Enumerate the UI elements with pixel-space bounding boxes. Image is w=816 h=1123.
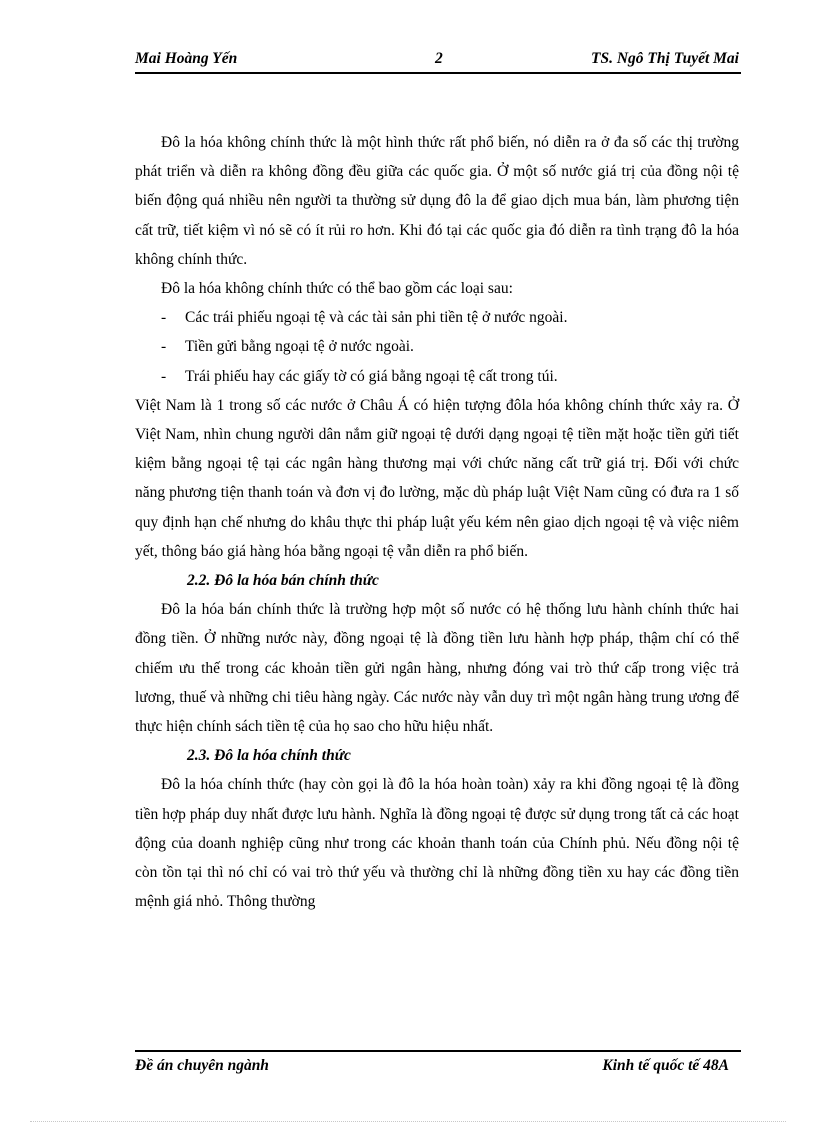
header-page-number: 2: [435, 50, 443, 67]
page-footer: [135, 1050, 741, 1082]
page-header: [135, 48, 741, 74]
bullet-dash: -: [161, 367, 167, 385]
list-item: [135, 303, 739, 332]
heading-official: 2.3. Đô la hóa chính thức: [187, 747, 351, 765]
header-author: Mai Hoàng Yến: [135, 50, 238, 67]
list-item-text: Các trái phiếu ngoại tệ và các tài sản phi tiền tệ ở nước ngoài.: [185, 309, 568, 327]
list-item: [135, 362, 739, 391]
paragraph-informal-dollarization: Đô la hóa không chính thức là một hình thức rất phổ biến, nó diễn ra ở đa số các thị trường phát triển và diễn ra không đồng đều giữa các quốc gia. Ở một số nước giá trị của đồng nội tệ biến động quá nhiều nên người ta thường sử dụng đô la để giao dịch mua bán, làm phương tiện cất trữ, tiết kiệm vì nó sẽ có ít rủi ro hơn. Khi đó tại các quốc gia đó diễn ra tình trạng đô la hóa không chính thức.: [135, 134, 739, 268]
footer-course: Đề án chuyên ngành: [135, 1057, 269, 1074]
asset-types-list: [135, 303, 739, 391]
header-supervisor: TS. Ngô Thị Tuyết Mai: [591, 50, 739, 67]
bullet-dash: -: [161, 309, 167, 327]
paragraph-list-intro: Đô la hóa không chính thức có thể bao gồm các loại sau:: [161, 280, 513, 298]
paragraph-official: Đô la hóa chính thức (hay còn gọi là đô la hóa hoàn toàn) xảy ra khi đồng ngoại tệ là đồng tiền hợp pháp duy nhất được lưu hành. Nghĩa là đồng ngoại tệ được sử dụng trong tất cả các hoạt động của doanh nghiệp cũng như trong các khoản thanh toán của Chính phủ. Nếu đồng nội tệ còn tồn tại thì nó chỉ có vai trò thứ yếu và thường chỉ là những đồng tiền xu hay các đồng tiền mệnh giá nhỏ. Thông thường: [135, 776, 739, 911]
page-edge-divider: [30, 1121, 786, 1122]
list-item-text: Trái phiếu hay các giấy tờ có giá bằng ngoại tệ cất trong túi.: [185, 367, 558, 385]
heading-semi-official: 2.2. Đô la hóa bán chính thức: [187, 572, 379, 590]
paragraph-vietnam: Việt Nam là 1 trong số các nước ở Châu Á có hiện tượng đôla hóa không chính thức xảy ra. Ở Việt Nam, nhìn chung người dân nắm giữ ngoại tệ dưới dạng ngoại tệ tiền mặt hoặc tiền gửi tiết kiệm bằng ngoại tệ tại các ngân hàng thương mại với chức năng cất trữ giá trị. Đối với chức năng phương tiện thanh toán và đơn vị đo lường, mặc dù pháp luật Việt Nam cũng có đưa ra 1 số quy định hạn chế nhưng do khâu thực thi pháp luật yếu kém nên giao dịch ngoại tệ và việc niêm yết, thông báo giá hàng hóa bằng ngoại tệ vẫn diễn ra phổ biến.: [135, 396, 739, 560]
list-item: [135, 332, 739, 361]
page-body: [135, 128, 739, 916]
footer-class: Kinh tế quốc tế 48A: [602, 1057, 729, 1074]
bullet-dash: -: [161, 338, 167, 356]
paragraph-semi-official: Đô la hóa bán chính thức là trường hợp một số nước có hệ thống lưu hành chính thức hai đồng tiền. Ở những nước này, đồng ngoại tệ là đồng tiền lưu hành hợp pháp, thậm chí có thể chiếm ưu thế trong các khoản tiền gửi ngân hàng, nhưng đóng vai trò thứ cấp trong việc trả lương, thuế và những chi tiêu hàng ngày. Các nước này vẫn duy trì một ngân hàng trung ương để thực hiện chính sách tiền tệ của họ sao cho hữu hiệu nhất.: [135, 601, 739, 736]
list-item-text: Tiền gửi bằng ngoại tệ ở nước ngoài.: [185, 338, 414, 356]
